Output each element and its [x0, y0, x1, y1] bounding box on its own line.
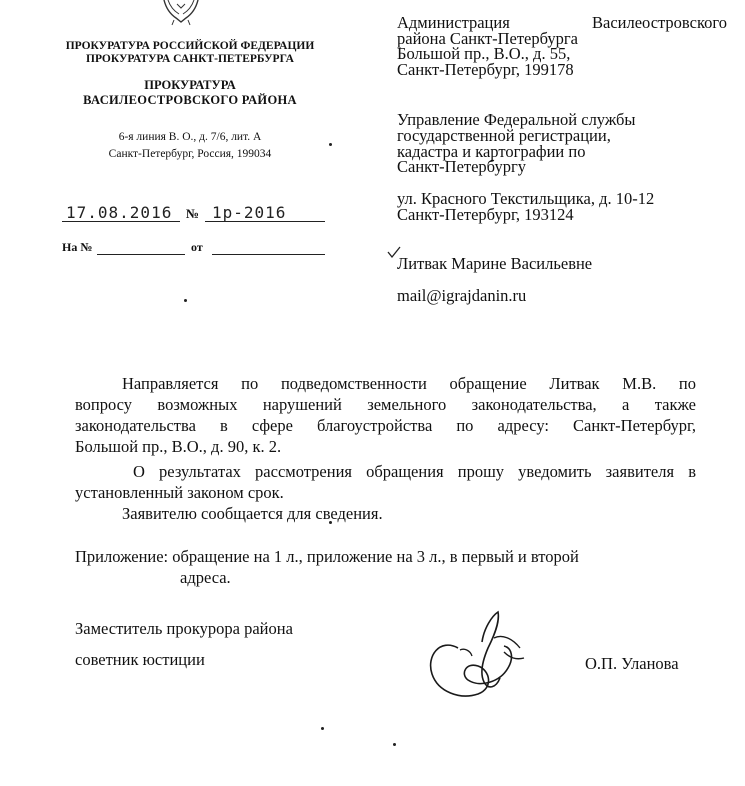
emblem-icon [160, 0, 202, 26]
office-address-line1: 6-я линия В. О., д. 7/6, лит. А [118, 131, 262, 143]
recipient2-line4: Санкт-Петербургу [397, 157, 526, 176]
recipient1-line2: района Санкт-Петербурга [397, 29, 578, 48]
recipient1-line4: Санкт-Петербург, 199178 [397, 60, 574, 79]
body-p2-line1: О результатах рассмотрения обращения прошу уведомить заявителя в [133, 462, 696, 481]
body-p1-line1: Направляется по подведомственности обращение Литвак М.В. по [122, 374, 696, 393]
recipient2-line2: государственной регистрации, [397, 126, 611, 145]
recipient2-line1: Управление Федеральной службы [397, 110, 636, 129]
office-line1: ПРОКУРАТУРА [144, 78, 236, 92]
speck [329, 143, 332, 146]
speck [393, 743, 396, 746]
recipient1-line3: Большой пр., В.О., д. 55, [397, 44, 571, 63]
speck [321, 727, 324, 730]
speck [184, 299, 187, 302]
attachment-line2: адреса. [180, 568, 231, 587]
recipient2-line6: Санкт-Петербург, 193124 [397, 205, 574, 224]
registration-number-label: № [186, 206, 200, 221]
office-address-line2: Санкт-Петербург, Россия, 199034 [108, 148, 272, 160]
number-underline [205, 221, 325, 222]
signer-position-line1: Заместитель прокурора района [75, 619, 293, 638]
header-line2: ПРОКУРАТУРА САНКТ-ПЕТЕРБУРГА [86, 53, 294, 65]
recipient1-line1-part-a: Администрация [397, 13, 510, 32]
office-line2: ВАСИЛЕОСТРОВСКОГО РАЙОНА [83, 93, 297, 107]
handwritten-signature [420, 608, 530, 708]
body-p1-line4: Большой пр., В.О., д. 90, к. 2. [75, 437, 282, 456]
body-p1-line2: вопросу возможных нарушений земельного законодательства, а также [75, 395, 696, 414]
date-underline [62, 221, 180, 222]
from-underline [212, 254, 325, 255]
from-label: от [191, 240, 203, 254]
reference-underline [97, 254, 185, 255]
signer-position-line2: советник юстиции [75, 650, 205, 669]
signer-name: О.П. Уланова [585, 654, 679, 673]
body-p1-line3: законодательства в сфере благоустройства по адресу: Санкт-Петербург, [75, 416, 696, 435]
recipient3-name: Литвак Марине Васильевне [397, 254, 593, 273]
recipient1-line1-part-b: Василеостровского [592, 13, 727, 32]
recipient3-email: mail@igrajdanin.ru [397, 286, 527, 305]
body-p3: Заявителю сообщается для сведения. [122, 504, 383, 523]
header-line1: ПРОКУРАТУРА РОССИЙСКОЙ ФЕДЕРАЦИИ [65, 40, 315, 52]
registration-date: 17.08.2016 [66, 203, 173, 222]
reference-label: На № [62, 240, 93, 254]
recipient2-line5: ул. Красного Текстильщика, д. 10-12 [397, 189, 655, 208]
recipient2-line3: кадастра и картографии по [397, 142, 586, 161]
registration-number: 1р-2016 [212, 203, 287, 222]
attachment-line1: Приложение: обращение на 1 л., приложение на 3 л., в первый и второй [75, 547, 579, 566]
body-p2-line2: установленный законом срок. [75, 483, 284, 502]
